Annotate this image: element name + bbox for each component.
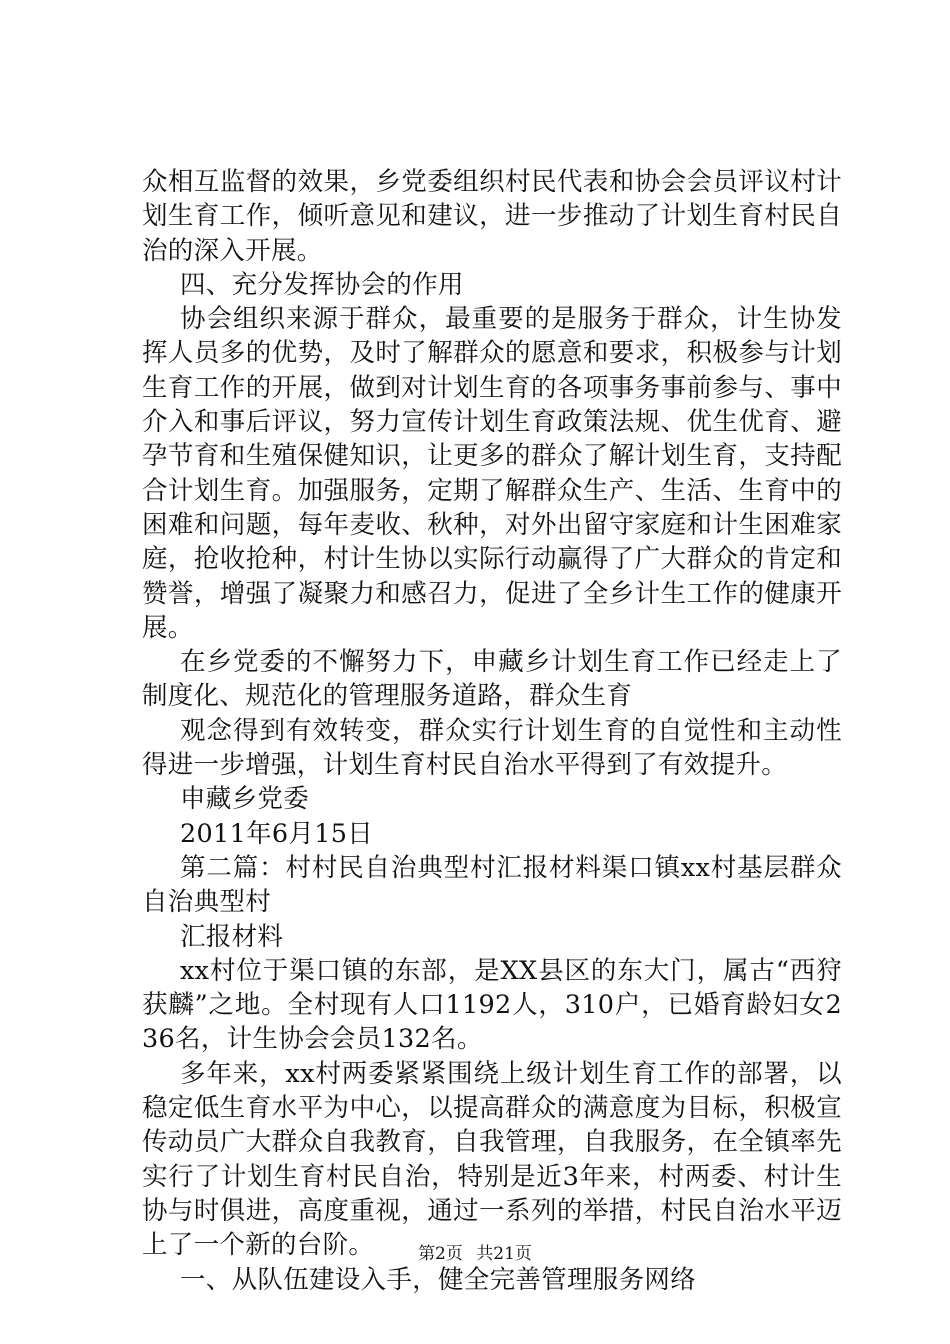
page-number: 第2页: [418, 1244, 463, 1264]
paragraph-1: 众相互监督的效果，乡党委组织村民代表和协会会员评议村计划生育工作，倾听意见和建议，进一步推动了计划生育村民自治的深入开展。: [142, 167, 842, 266]
paragraph-village-intro: xx村位于渠口镇的东部，是XX县区的东大门，属古“西狩获麟”之地。全村现有人口1192人，310户，已婚育龄妇女236名，计生协会会员132名。: [142, 955, 842, 1055]
document-body: [142, 165, 842, 1297]
section-heading-4: 四、充分发挥协会的作用: [180, 269, 464, 300]
paragraph-village-work: 多年来，xx村两委紧紧围绕上级计划生育工作的部署，以稳定低生育水平为中心，以提高群众的满意度为目标，积极宣传动员广大群众自我教育，自我管理，自我服务，在全镇率先实行了计划生育村民自治，特别是近3年来，村两委、村计生协与时俱进，高度重视，通过一系列的举措，村民自治水平迈上了一个新的台阶。: [142, 1058, 842, 1261]
page-total: 共21页: [476, 1244, 532, 1264]
chapter-subtitle: 汇报材料: [180, 921, 284, 952]
signature-org: 申藏乡党委: [180, 784, 310, 815]
signature-date: 2011年6月15日: [180, 818, 374, 849]
paragraph-summary: 在乡党委的不懈努力下，申藏乡计划生育工作已经走上了制度化、规范化的管理服务道路，群众生育: [142, 647, 842, 712]
section-heading-1: 一、从队伍建设入手，健全完善管理服务网络: [180, 1264, 697, 1295]
paragraph-association-role: 协会组织来源于群众，最重要的是服务于群众，计生协发挥人员多的优势，及时了解群众的愿意和要求，积极参与计划生育工作的开展，做到对计划生育的各项事务事前参与、事中介入和事后评议，努力宣传计划生育政策法规、优生优育、避孕节育和生殖保健知识，让更多的群众了解计划生育，支持配合计划生育。加强服务，定期了解群众生产、生活、生育中的困难和问题，每年麦收、秋种，对外出留守家庭和计生困难家庭，抢收抢种，村计生协以实际行动赢得了广大群众的肯定和赞誉，增强了凝聚力和感召力，促进了全乡计生工作的健康开展。: [142, 304, 842, 643]
paragraph-summary-cont: 观念得到有效转变，群众实行计划生育的自觉性和主动性得进一步增强，计划生育村民自治水平得到了有效提升。: [142, 715, 842, 781]
page-footer: [0, 1243, 950, 1265]
chapter-title: 第二篇：村村民自治典型村汇报材料渠口镇xx村基层群众自治典型村: [142, 852, 842, 918]
